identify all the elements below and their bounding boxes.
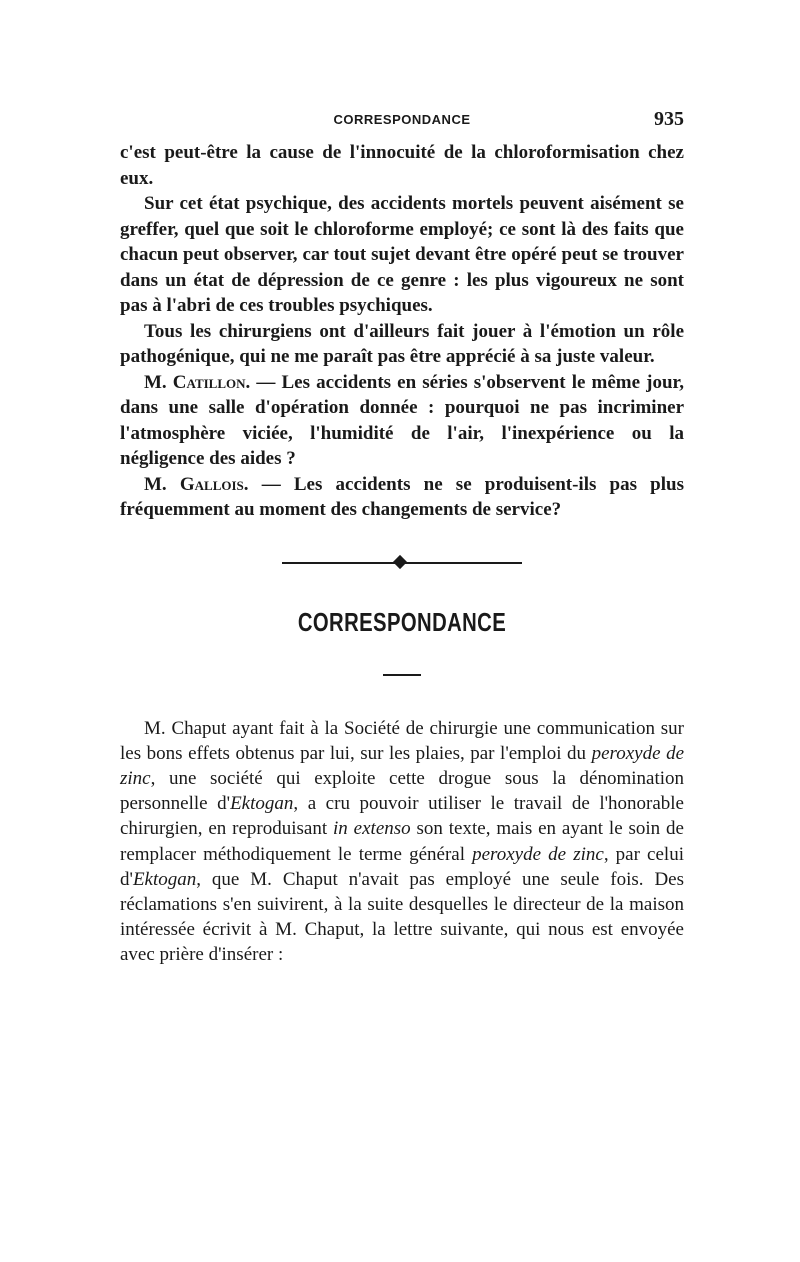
italic-term: Ektogan (132, 868, 197, 890)
paragraph-catillon (120, 370, 684, 472)
paragraph-psychic-state: Sur cet état psychique, des accidents mortels peuvent aisément se greffer, quel que soit le chloroforme employé; ce sont là des faits que chacun peut observer, car tout sujet devant être opéré peut se trouver dans un état de dépression de ce genre : les plus vigoureux ne sont pas à l'abri de ces troubles psychiques. (120, 193, 684, 316)
speaker-gallois: M. Gallois. (144, 473, 249, 495)
text-run: , une société qui exploite cette drogue sous la dénomination personnelle d' (120, 767, 684, 815)
section-title: CORRESPONDANCE (297, 606, 507, 637)
italic-term: Ektogan (230, 793, 294, 815)
gallois-remark: — Les accidents ne se produisent-ils pas plus fréquemment au moment des changements de service? (120, 473, 684, 520)
paragraph-continuation: c'est peut-être la cause de l'innocuité de la chloroformisation chez eux. (120, 142, 684, 189)
text-run: , que M. Chaput n'avait pas employé une seule fois. Des réclamations s'en suivirent, à la suite desquelles le directeur de la maison intéressée écrivit à M. Chaput, la lettre suivante, qui nous est envoyée avec prière d'insérer : (120, 868, 684, 966)
discussion-block (120, 140, 684, 523)
text-run: son texte, mais en ayant le soin de remplacer méthodiquement le terme général (120, 818, 684, 865)
italic-term: peroxyde de zinc (472, 843, 604, 865)
page-number: 935 (654, 108, 684, 130)
running-head (120, 108, 684, 140)
divider-diamond-icon (393, 554, 407, 568)
italic-term: peroxyde de zinc (120, 742, 685, 789)
text-run: M. Chaput ayant fait à la Société de chirurgie une communication sur les bons effets obtenus par lui, sur les plaies, par l'emploi du (120, 717, 684, 764)
book-page (120, 108, 685, 968)
letter-block (120, 716, 684, 968)
text-run: , a cru pouvoir utiliser le travail de l'honorable chirurgien, en reproduisant (120, 793, 684, 840)
running-title: CORRESPONDANCE (333, 112, 471, 127)
ornamental-divider (282, 555, 522, 571)
text-run: , par celui d' (120, 843, 684, 890)
short-rule (383, 674, 421, 676)
catillon-remark: — Les accidents en séries s'observent le même jour, dans une salle d'opération donnée : pourquoi ne pas incriminer l'atmosphère viciée, l'humidité de l'air, l'inexpérience ou la négligence des aides ? (120, 371, 684, 469)
italic-term: in extenso (333, 818, 411, 840)
speaker-catillon: M. Catillon. (144, 371, 251, 393)
paragraph-emotion: Tous les chirurgiens ont d'ailleurs fait jouer à l'émotion un rôle pathogénique, qui ne me paraît pas être apprécié à sa juste valeur. (120, 320, 684, 367)
paragraph-gallois (120, 472, 684, 523)
paragraph-chaput (120, 716, 684, 968)
